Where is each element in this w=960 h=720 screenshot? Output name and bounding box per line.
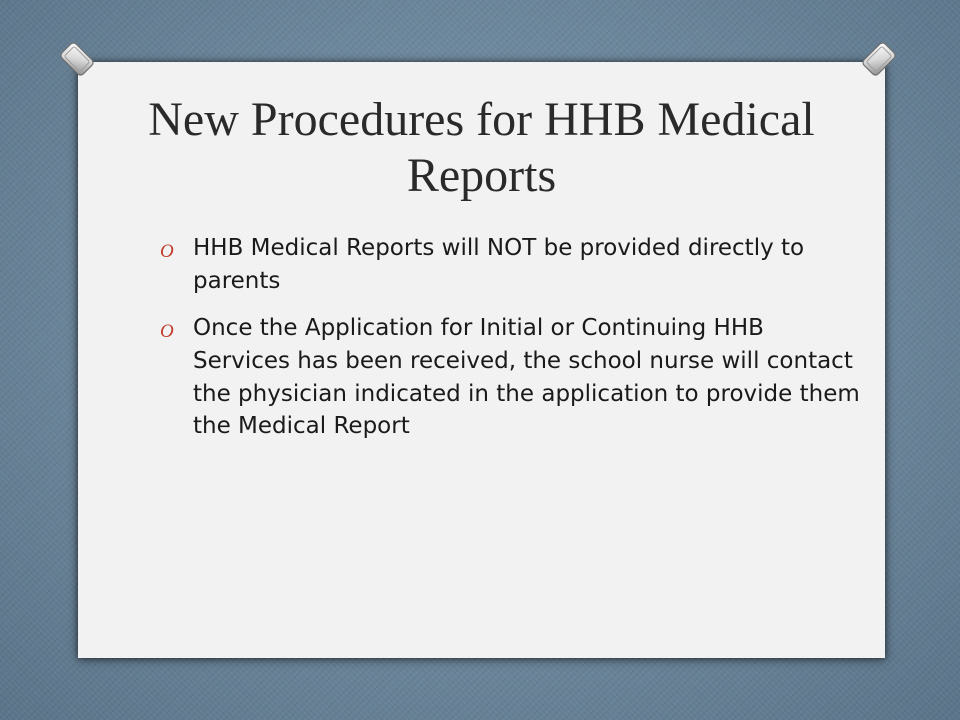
bullet-item — [160, 232, 860, 298]
pushpin-icon-right — [856, 36, 902, 82]
bullet-item — [160, 312, 860, 444]
bullet-marker-icon: O — [160, 241, 174, 262]
pushpin-icon-left — [54, 36, 100, 82]
bullet-list — [160, 232, 860, 457]
bullet-marker-icon: O — [160, 320, 174, 342]
slide-title: New Procedures for HHB Medical Reports — [148, 93, 815, 203]
bullet-text: Once the Application for Initial or Continuing HHB Services has been received, the school nurse will contact the physician indicated in the application to provide them the Medical Report — [193, 314, 860, 440]
bullet-text: HHB Medical Reports will NOT be provided directly to parents — [193, 235, 805, 294]
